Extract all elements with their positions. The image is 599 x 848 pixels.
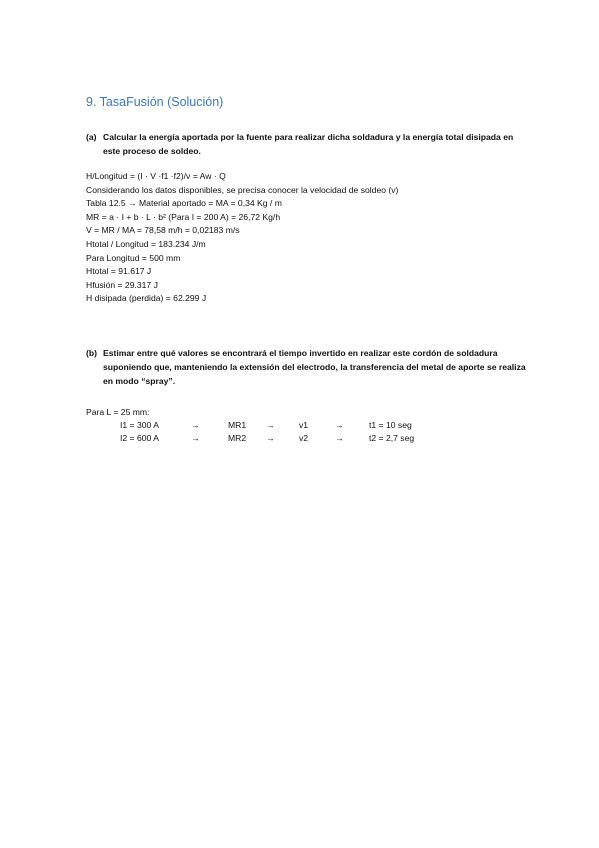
answer-b <box>86 406 506 445</box>
answer-b-row <box>86 432 506 445</box>
answer-a-line: Hfusión = 29.317 J <box>86 279 158 290</box>
question-b-text: Estimar entre qué valores se encontrará el tiempo invertido en realizar este cordón de soldadura suponiendo que, manteniendo la extensión del electrodo, la transferencia del metal de aporte se realiza en modo “spray”. <box>103 348 526 386</box>
arrow-icon: → <box>335 420 344 430</box>
v-value: v1 <box>299 420 309 430</box>
answer-a-line: V = MR / MA = 78,58 m/h = 0,02183 m/s <box>86 225 240 236</box>
answer-a-line: Considerando los datos disponibles, se precisa conocer la velocidad de soldeo (v) <box>86 184 399 195</box>
question-a-marker: (a) <box>86 132 97 142</box>
section-title: 9. TasaFusión (Solución) <box>86 95 224 109</box>
current-value: I1 = 300 A <box>120 420 159 430</box>
mr-value: MR2 <box>228 433 247 443</box>
mr-value: MR1 <box>228 420 247 430</box>
answer-a <box>86 170 398 306</box>
time-value: t1 = 10 seg <box>369 420 412 430</box>
arrow-icon: → <box>266 433 275 443</box>
answer-a-line: H disipada (perdida) = 62.299 J <box>86 293 207 304</box>
current-value: I2 = 600 A <box>120 433 159 443</box>
arrow-icon: → <box>266 420 275 430</box>
arrow-icon: → <box>191 420 200 430</box>
time-value: t2 = 2,7 seg <box>369 433 415 443</box>
answer-a-line: H/Longitud = (I · V ·f1 ·f2)/v = Aw · Q <box>86 171 226 181</box>
question-b-marker: (b) <box>86 348 97 358</box>
answer-b-intro-text: Para L = 25 mm: <box>86 407 150 417</box>
arrow-icon: → <box>335 433 344 443</box>
answer-a-line: Htotal = 91.617 J <box>86 266 152 277</box>
answer-a-line: Para Longitud = 500 mm <box>86 252 181 263</box>
answer-a-line: MR = a · I + b · L · b² (Para I = 200 A) = 26,72 Kg/h <box>86 211 281 222</box>
arrow-icon: → <box>191 433 200 443</box>
answer-a-line: Tabla 12.5 → Material aportado = MA = 0,34 Kg / m <box>86 198 282 209</box>
answer-b-intro <box>86 406 506 419</box>
v-value: v2 <box>299 433 309 443</box>
answer-b-row <box>86 419 506 432</box>
answer-a-line: Htotal / Longitud = 183.234 J/m <box>86 238 206 249</box>
question-a-text: Calcular la energía aportada por la fuente para realizar dicha soldadura y la energía total disipada en este proceso de soldeo. <box>103 132 514 156</box>
